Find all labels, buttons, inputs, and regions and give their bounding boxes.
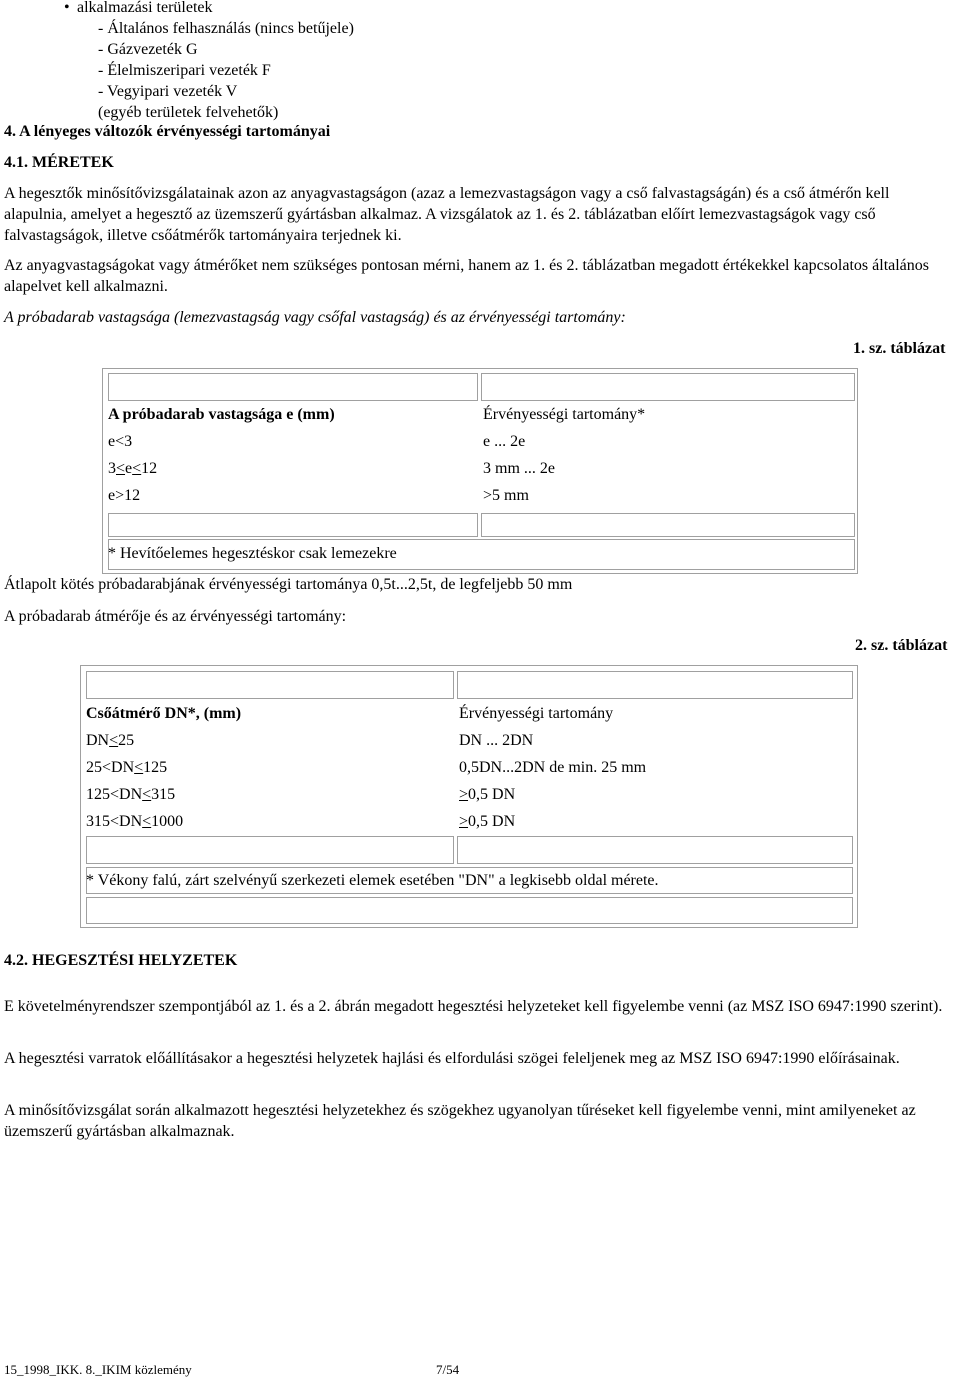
table1-empty-cell — [108, 373, 478, 401]
table2-cell: DN ... 2DN — [459, 732, 534, 749]
table2-empty-cell — [457, 836, 853, 864]
section-heading-4-2: 4.2. HEGESZTÉSI HELYZETEK — [4, 952, 238, 969]
table2-footnote: * Vékony falú, zárt szelvényű szerkezeti elemek esetében "DN" a legkisebb oldal mérete. — [86, 872, 659, 889]
table1-header-range: Érvényességi tartomány* — [483, 406, 646, 423]
table1-caption: 1. sz. táblázat — [853, 340, 946, 357]
table2-empty-cell — [86, 836, 454, 864]
table1-empty-cell — [481, 513, 855, 537]
table1-cell: e ... 2e — [483, 433, 526, 450]
table2-cell: 125<DN<315 — [86, 786, 176, 803]
paragraph-dimensions: A hegesztők minősítővizsgálatainak azon az anyagvastagságon (azaz a lemezvastagságon vagy a cső falvastagságán) és a cső átmérőn kell alapulnia, amelyet a hegesztő az üzemszerű gyártásban alkalmaz. A vizsgálatok az 1. és 2. táblázatban előírt lemezvastagságok vagy cső falvastagságok, illetve csőátmérők tartományaira terjednek ki. — [4, 185, 890, 244]
paragraph-angles: A hegesztési varratok előállításakor a hegesztési helyzetek hajlási és elfordulási szögei feleljenek meg az MSZ ISO 6947:1990 előírásainak. — [4, 1050, 900, 1067]
paragraph-tolerances: A minősítővizsgálat során alkalmazott hegesztési helyzetekhez és szögekhez ugyanolyan tűréseket kell figyelembe venni, mint amilyeneket az üzemszerű gyártásban alkalmaznak. — [4, 1102, 916, 1140]
table2-cell: 0,5DN...2DN de min. 25 mm — [459, 759, 647, 776]
table1-cell: 3 mm ... 2e — [483, 460, 555, 477]
bullet-label: alkalmazási területek — [77, 0, 213, 16]
list-item: - Általános felhasználás (nincs betűjele) — [98, 20, 354, 37]
table1-empty-cell — [108, 513, 478, 537]
footer-page-number: 7/54 — [436, 1362, 460, 1377]
table2-header-range: Érvényességi tartomány — [459, 705, 614, 722]
table2-cell: 315<DN<1000 — [86, 813, 184, 830]
table2-cell: >0,5 DN — [459, 813, 516, 830]
list-item: - Gázvezeték G — [98, 41, 198, 58]
paragraph-measurement: Az anyagvastagságokat vagy átmérőket nem szükséges pontosan mérni, hanem az 1. és 2. táblázatban megadott értékekkel kapcsolatos általános alapelvet kell alkalmazni. — [4, 257, 930, 295]
table1-cell: e>12 — [108, 487, 141, 504]
table2-empty-cell — [457, 671, 853, 699]
table2-empty-cell — [86, 671, 454, 699]
table2-cell: >0,5 DN — [459, 786, 516, 803]
bullet-dot: • — [64, 0, 70, 16]
paragraph-thickness-intro: A próbadarab vastagsága (lemezvastagság vagy csőfal vastagság) és az érvényességi tartomány: — [4, 309, 626, 326]
table2-caption: 2. sz. táblázat — [855, 637, 948, 654]
list-item: - Vegyipari vezeték V — [98, 83, 238, 100]
paragraph-positions: E követelményrendszer szempontjából az 1. és a 2. ábrán megadott hegesztési helyzeteket kell figyelembe venni (az MSZ ISO 6947:1990 szerint). — [4, 998, 943, 1015]
table1-header-thickness: A próbadarab vastagsága e (mm) — [108, 406, 335, 423]
section-heading-4: 4. A lényeges változók érvényességi tartományai — [4, 123, 331, 140]
table2-header-diameter: Csőátmérő DN*, (mm) — [86, 705, 242, 722]
table1-footnote: * Hevítőelemes hegesztéskor csak lemezekre — [108, 545, 397, 562]
list-item: (egyéb területek felvehetők) — [98, 104, 279, 121]
table1-cell: e<3 — [108, 433, 133, 450]
table2-empty-cell — [86, 897, 853, 924]
table1-cell: >5 mm — [483, 487, 529, 504]
table1 — [102, 368, 858, 574]
table2-cell: 25<DN<125 — [86, 759, 168, 776]
list-item: - Élelmiszeripari vezeték F — [98, 62, 271, 79]
table2-cell: DN<25 — [86, 732, 135, 749]
footer-doc-id: 15_1998_IKK. 8._IKIM közlemény — [4, 1362, 192, 1377]
table1-empty-cell — [481, 373, 855, 401]
table1-cell: 3<e<12 — [108, 460, 158, 477]
paragraph-diameter-intro: A próbadarab átmérője és az érvényességi tartomány: — [4, 608, 347, 625]
section-heading-4-1: 4.1. MÉRETEK — [4, 154, 114, 171]
paragraph-lap-joint: Átlapolt kötés próbadarabjának érvényességi tartománya 0,5t...2,5t, de legfeljebb 50 mm — [4, 576, 573, 593]
